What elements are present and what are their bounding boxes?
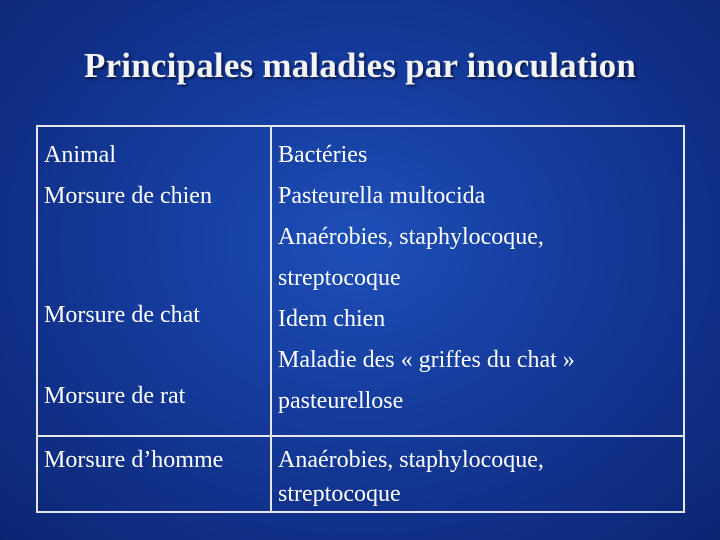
animal-human-cell — [37, 436, 271, 512]
bacteria-rat-1: pasteurellose — [278, 388, 404, 414]
animal-header: Animal — [44, 142, 116, 168]
table-row — [37, 126, 684, 436]
bacteria-human-2: streptocoque — [278, 481, 401, 507]
bacteria-column-cell — [271, 126, 684, 436]
animal-cat: Morsure de chat — [44, 302, 200, 328]
bacteria-dog-3: streptocoque — [278, 265, 401, 291]
bacteria-dog-2: Anaérobies, staphylocoque, — [278, 224, 544, 250]
animal-rat: Morsure de rat — [44, 383, 186, 409]
bacteria-header: Bactéries — [278, 142, 368, 168]
bacteria-human-1: Anaérobies, staphylocoque, — [278, 447, 544, 473]
bacteria-cat-2: Maladie des « griffes du chat » — [278, 347, 575, 373]
animal-dog: Morsure de chien — [44, 183, 212, 209]
slide-title: Principales maladies par inoculation — [83, 46, 636, 85]
table-row — [37, 436, 684, 512]
animal-column-cell — [37, 126, 271, 436]
bacteria-dog-1: Pasteurella multocida — [278, 183, 486, 209]
animal-human: Morsure d’homme — [44, 447, 224, 473]
bacteria-human-cell — [271, 436, 684, 512]
inoculation-table — [36, 125, 685, 513]
bacteria-cat-1: Idem chien — [278, 306, 386, 332]
